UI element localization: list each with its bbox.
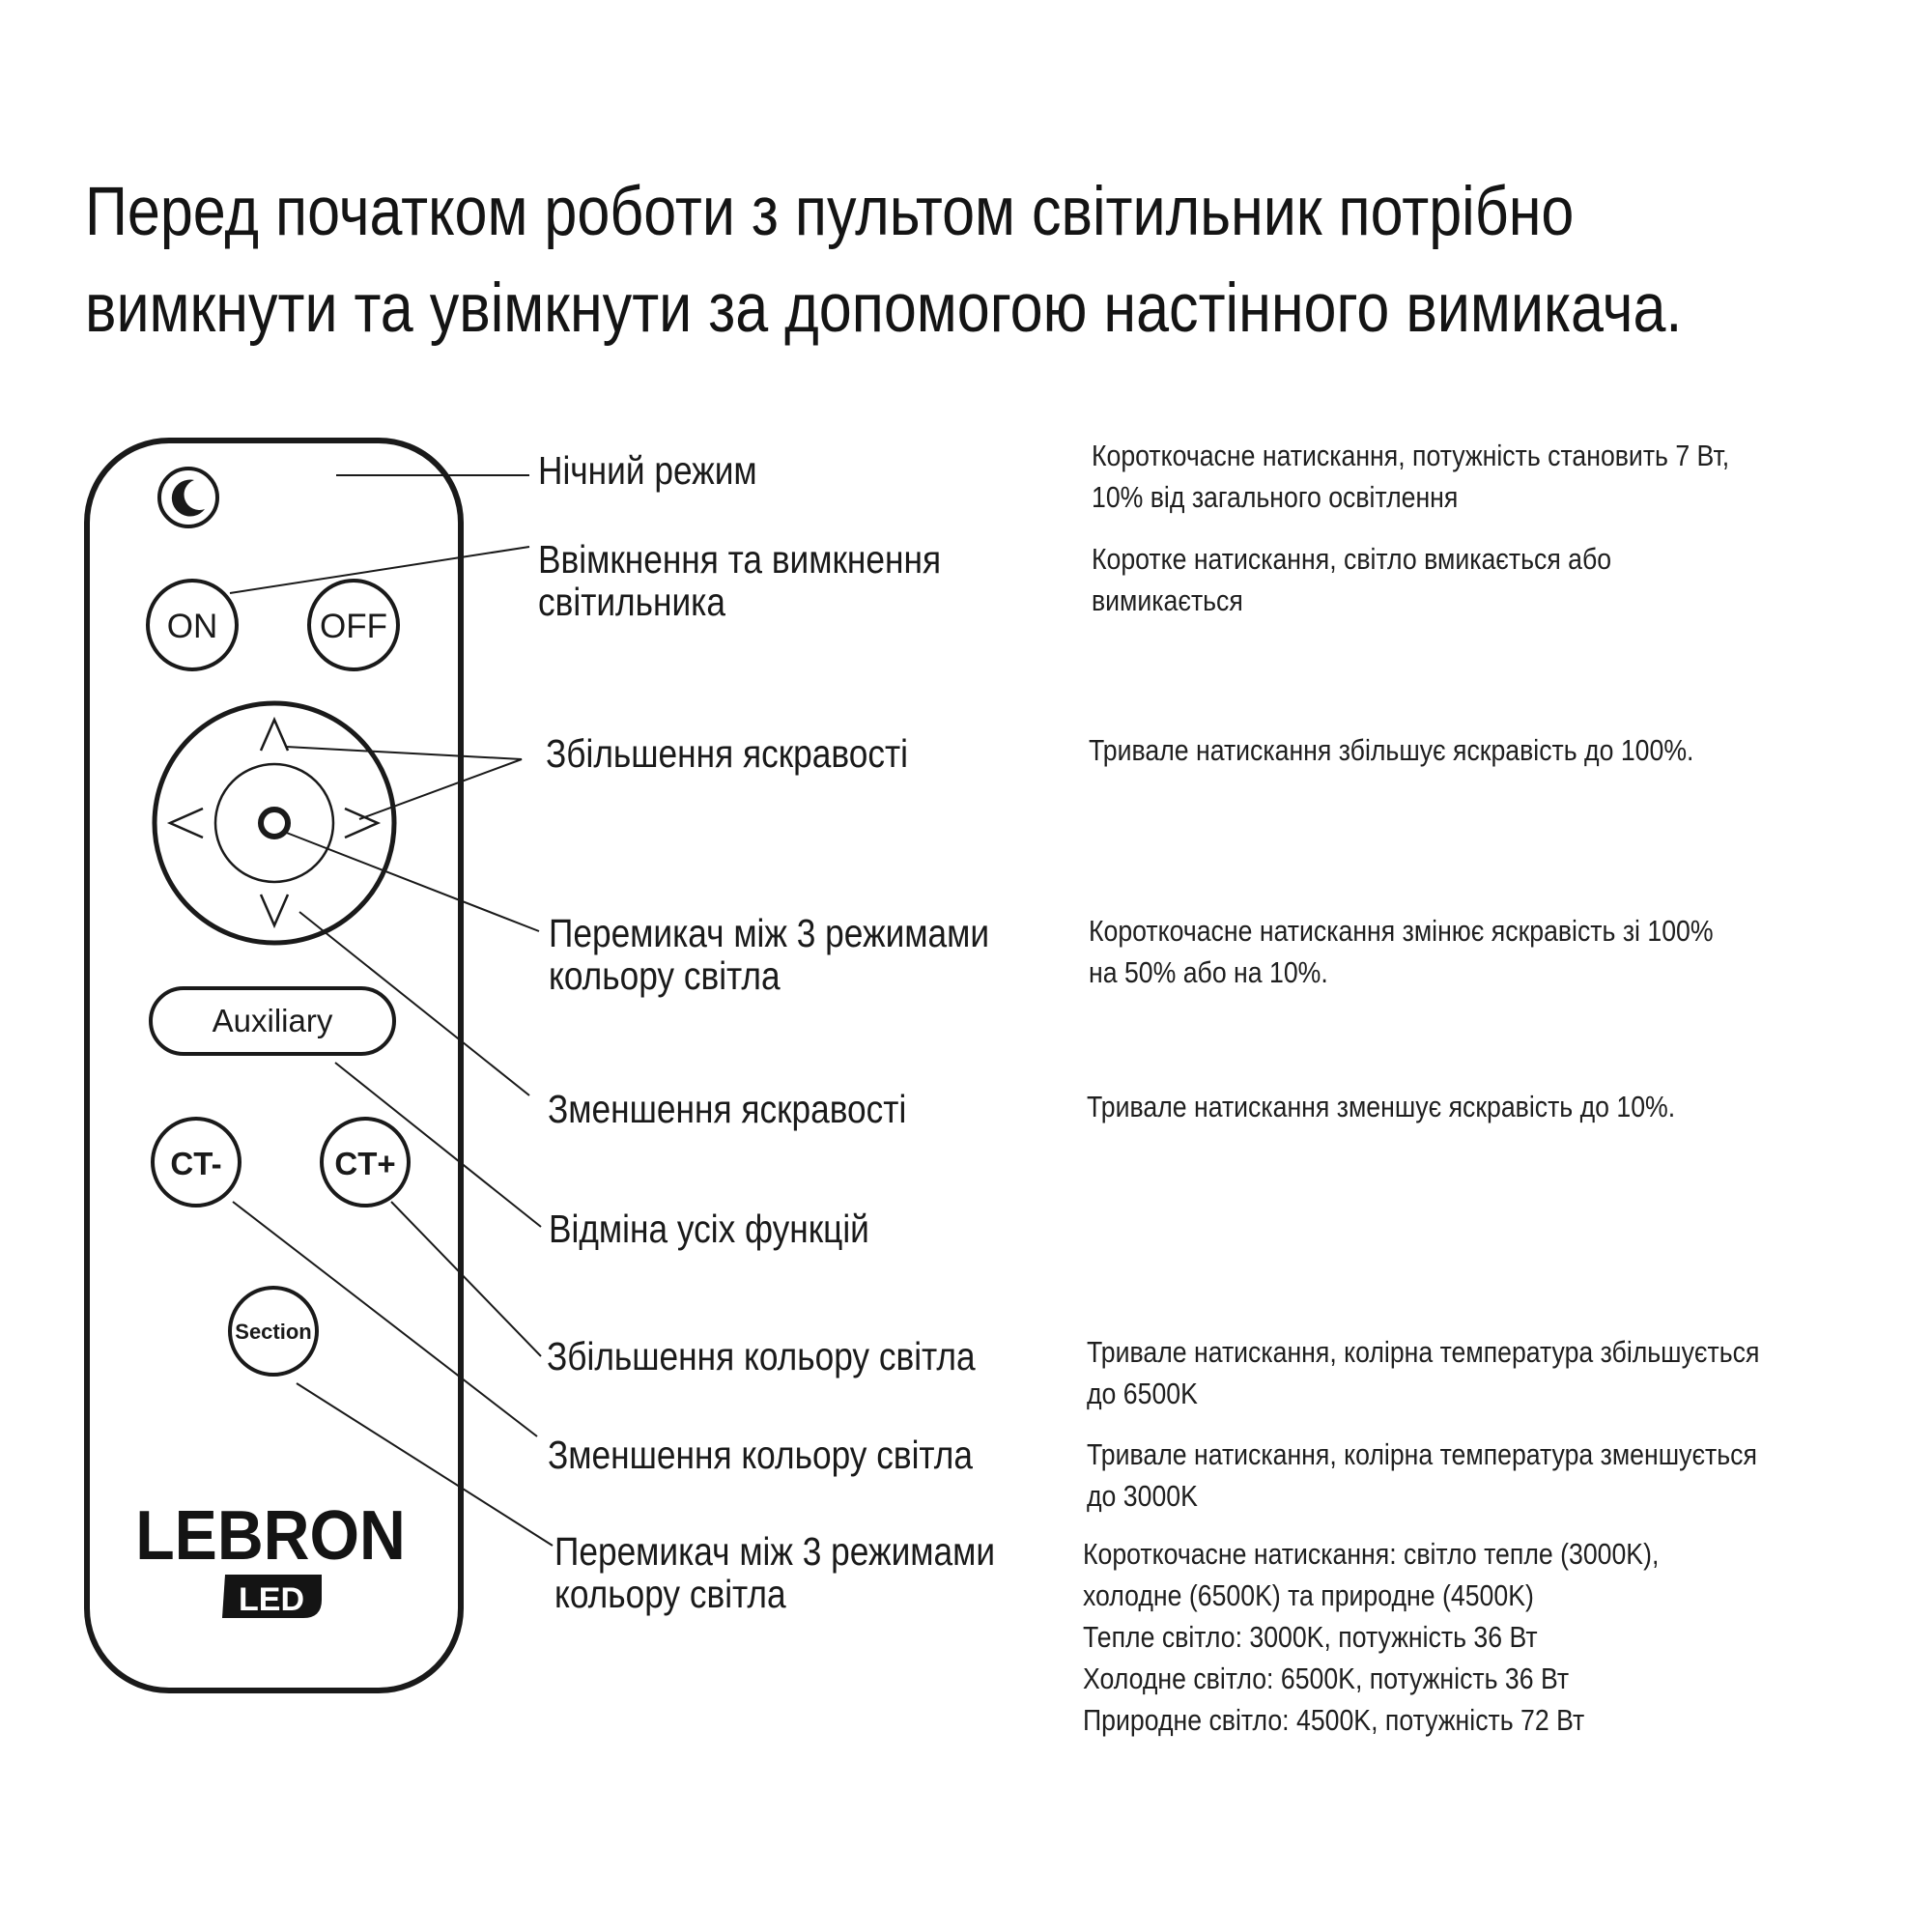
off-button[interactable]	[309, 581, 398, 669]
auxiliary-button-label: Auxiliary	[212, 1003, 333, 1038]
callout-label-section: Перемикач між 3 режимами кольору світла	[554, 1529, 996, 1616]
ct-plus-label: CT+	[334, 1146, 396, 1181]
night-mode-button[interactable]	[159, 469, 217, 526]
direction-pad	[155, 703, 394, 943]
instruction-line-2: вимкнути та увімкнути за допомогою настінного вимикача.	[85, 270, 1683, 347]
callout-label-color-down: Зменшення кольору світла	[548, 1433, 973, 1477]
on-button[interactable]	[148, 581, 237, 669]
callout-desc-night-mode: Короткочасне натискання, потужність становить 7 Вт, 10% від загального освітлення	[1092, 439, 1730, 514]
ct-minus-button[interactable]	[153, 1119, 240, 1206]
callout-label-brightness-down: Зменшення яскравості	[548, 1087, 907, 1131]
callout-label-night-mode: Нічний режим	[538, 448, 757, 493]
off-button-label: OFF	[320, 608, 387, 645]
callout-desc-mode-switch: Короткочасне натискання змінює яскравість зі 100% на 50% або на 10%.	[1089, 914, 1714, 989]
callout-desc-brightness-up: Тривале натискання збільшує яскравість до 100%.	[1089, 733, 1694, 767]
brand-sub: LED	[239, 1581, 304, 1618]
instruction-line-1: Перед початком роботи з пультом світильник потрібно	[85, 174, 1575, 250]
ct-minus-label: CT-	[170, 1146, 222, 1181]
callout-label-brightness-up: Збільшення яскравості	[546, 731, 908, 776]
callout-label-cancel-all: Відміна усіх функцій	[549, 1207, 869, 1251]
callout-desc-section: Короткочасне натискання: світло тепле (3000K), холодне (6500K) та природне (4500K) Тепле світло: 3000K, потужність 36 Вт Холодне світло: 6500K, потужність 36 Вт Природне світло: 4500K, потужність 72 Вт	[1083, 1537, 1660, 1737]
callout-label-mode-switch: Перемикач між 3 режимами кольору світла	[549, 911, 990, 998]
callout-desc-color-down: Тривале натискання, колірна температура зменшується до 3000K	[1087, 1437, 1757, 1513]
on-button-label: ON	[166, 608, 218, 645]
brand-name: LEBRON	[135, 1495, 406, 1575]
auxiliary-button[interactable]	[151, 988, 394, 1054]
callout-label-color-up: Збільшення кольору світла	[547, 1334, 976, 1378]
section-button[interactable]	[230, 1288, 317, 1375]
ct-plus-button[interactable]	[322, 1119, 409, 1206]
callout-desc-brightness-down: Тривале натискання зменшує яскравість до 10%.	[1087, 1090, 1676, 1123]
callout-desc-color-up: Тривале натискання, колірна температура збільшується до 6500K	[1087, 1335, 1760, 1410]
callout-desc-on-off: Коротке натискання, світло вмикається або вимикається	[1092, 542, 1612, 617]
section-button-label: Section	[235, 1320, 312, 1344]
callout-label-on-off: Ввімкнення та вимкнення світильника	[538, 537, 942, 624]
